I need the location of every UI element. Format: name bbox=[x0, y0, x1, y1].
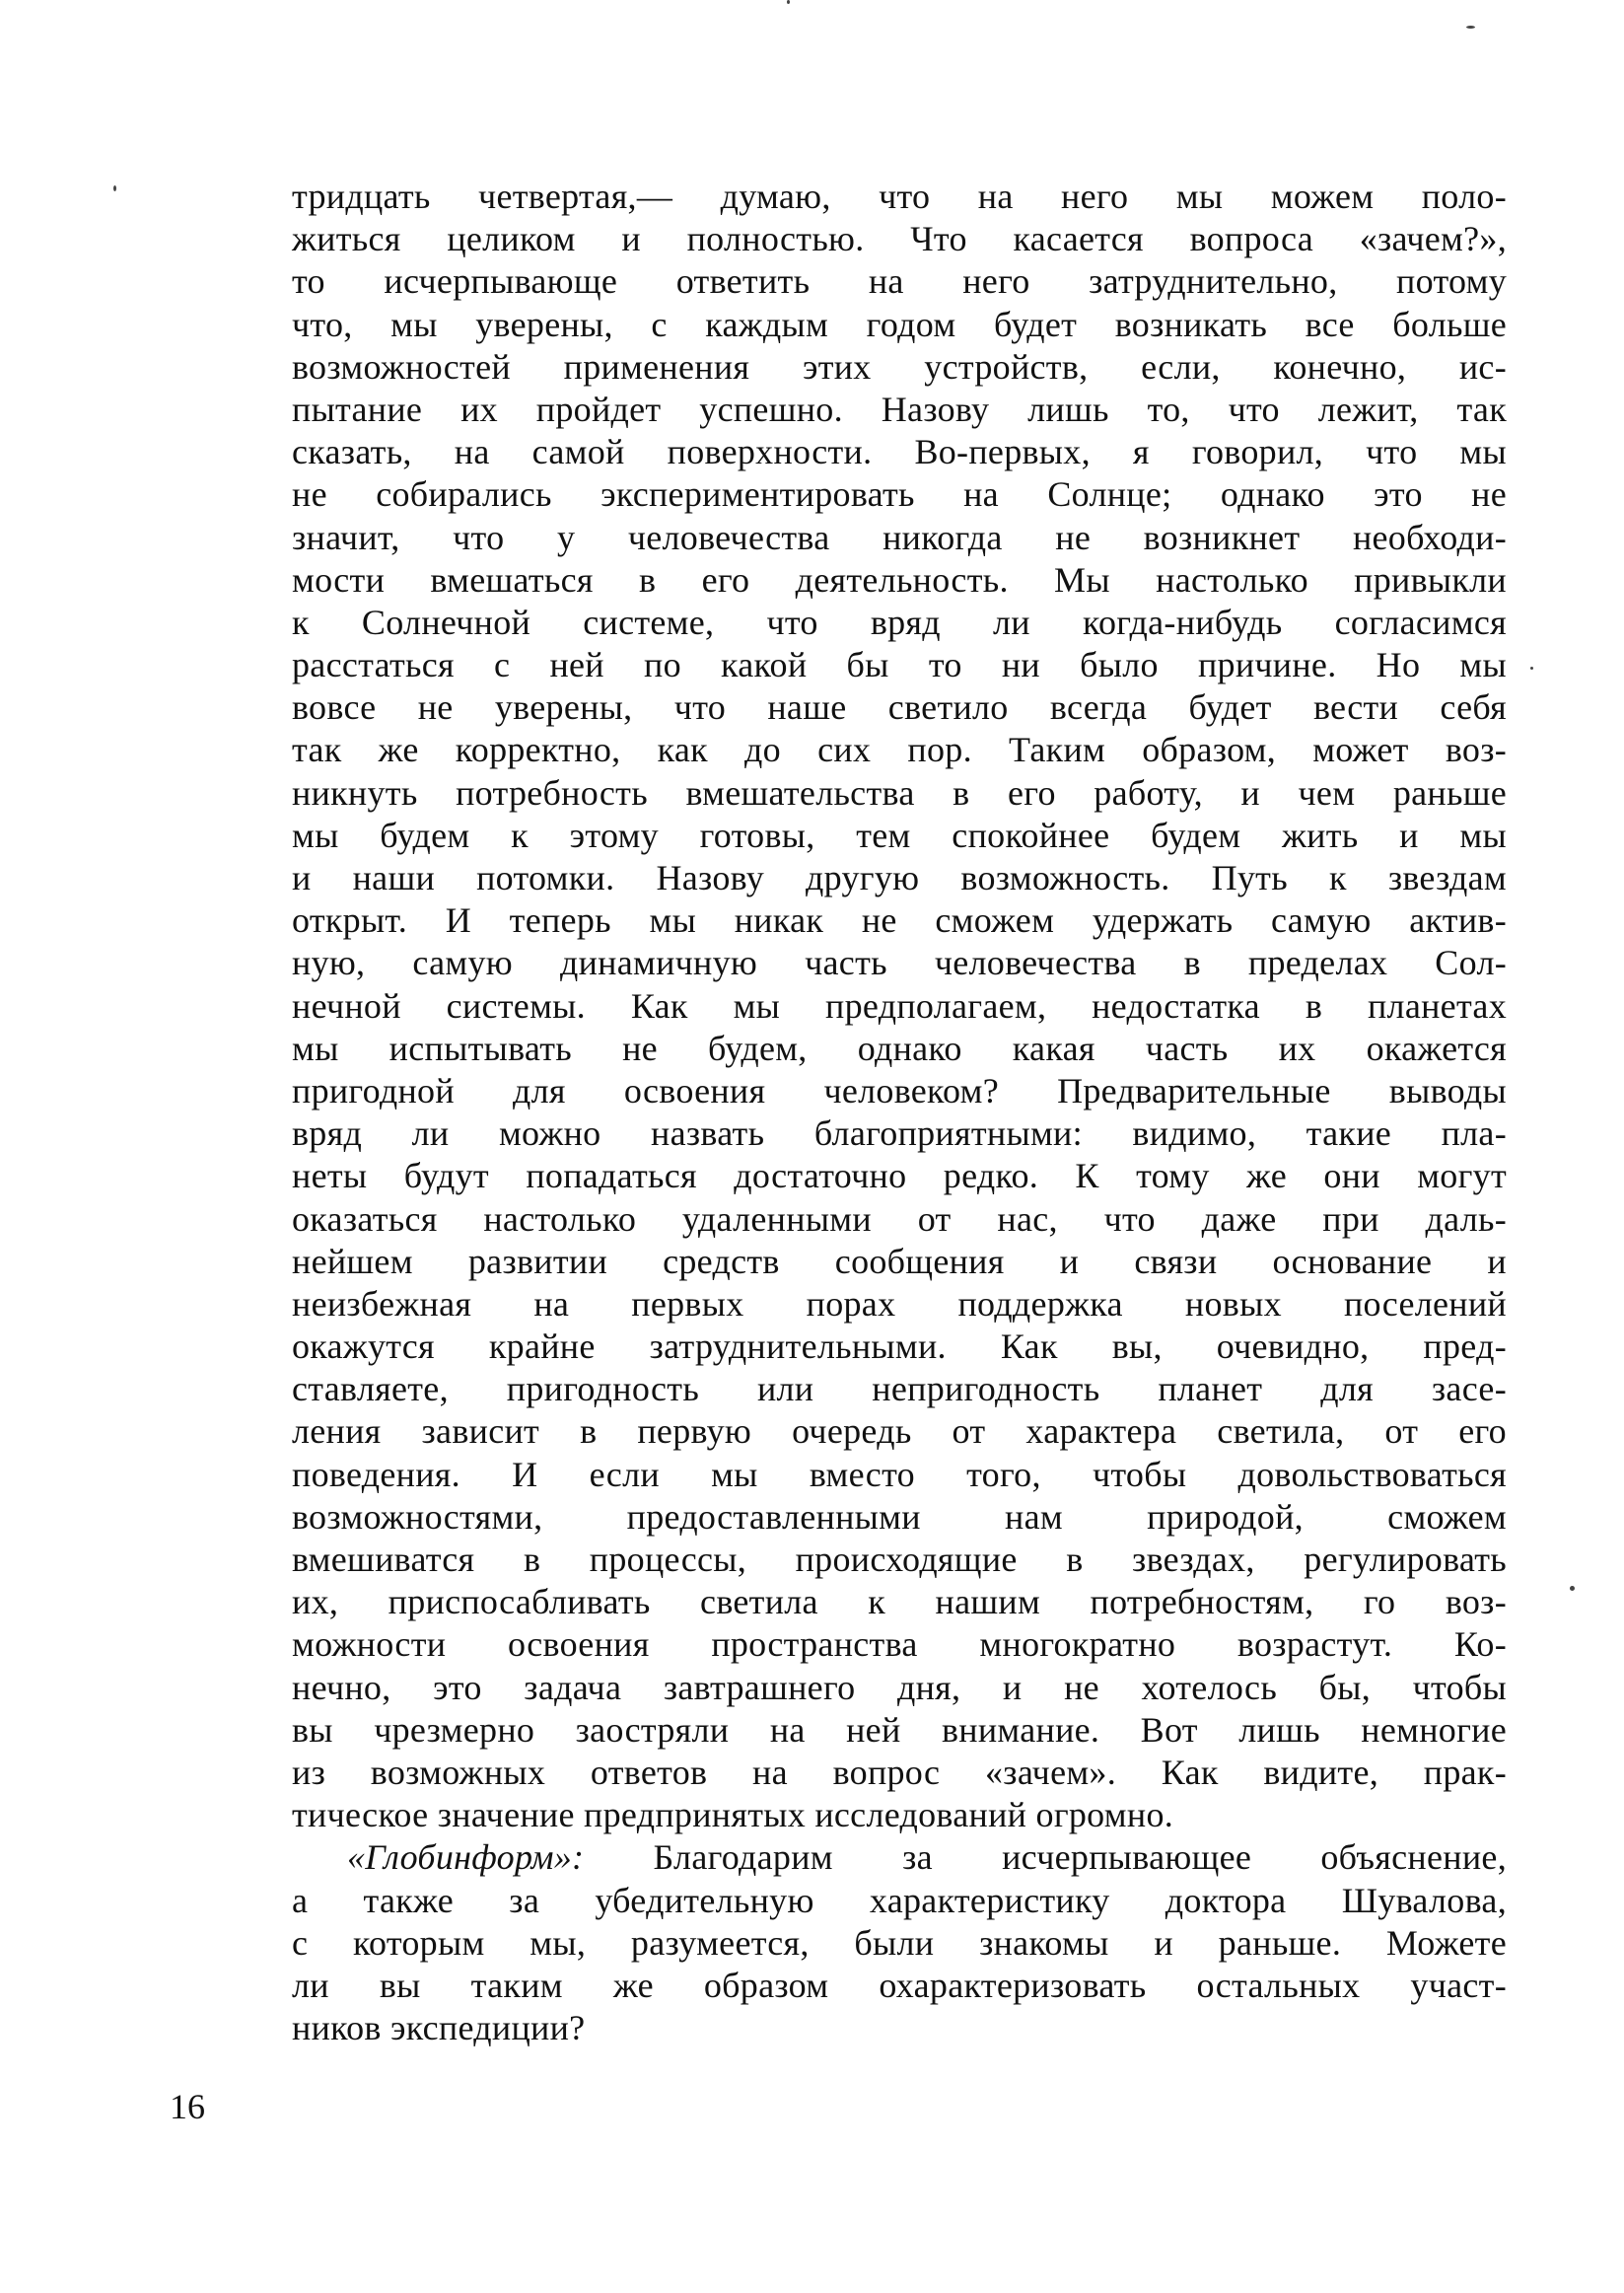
text-line: то исчерпывающе ответить на него затруднительно, потому bbox=[292, 261, 1507, 302]
text-line: их, приспосабливать светила к нашим потребностям, го воз- bbox=[292, 1582, 1507, 1622]
text-line: тридцать четвертая,— думаю, что на него мы можем поло- bbox=[292, 177, 1507, 216]
scan-speck bbox=[113, 185, 116, 191]
text-line: ников экспедиции? bbox=[292, 2008, 586, 2048]
text-line: расстаться с ней по какой бы то ни было причине. Но мы bbox=[292, 645, 1507, 685]
text-line: и наши потомки. Назову другую возможность. Путь к звездам bbox=[292, 858, 1507, 897]
text-line: мы испытывать не будем, однако какая часть их окажется bbox=[292, 1028, 1507, 1068]
text-line: нечной системы. Как мы предполагаем, недостатка в планетах bbox=[292, 985, 1507, 1026]
text-line: с которым мы, разумеется, были знакомы и раньше. Можете bbox=[292, 1922, 1507, 1963]
text-line: вряд ли можно назвать благоприятными: видимо, такие пла- bbox=[292, 1113, 1507, 1154]
text-line: никнуть потребность вмешательства в его работу, и чем раньше bbox=[292, 772, 1507, 813]
text-line: ления зависит в первую очередь от характера светила, от его bbox=[292, 1411, 1507, 1452]
text-line: возможностей применения этих устройств, если, конечно, ис- bbox=[292, 346, 1507, 387]
text-line: пригодной для освоения человеком? Предварительные выводы bbox=[292, 1070, 1507, 1111]
scan-speck bbox=[1530, 667, 1533, 670]
question-text: Благодарим за исчерпывающее объяснение, bbox=[584, 1837, 1507, 1878]
text-line: вовсе не уверены, что наше светило всегда будет вести себя bbox=[292, 687, 1507, 728]
text-line: можности освоения пространства многократно возрастут. Ко- bbox=[292, 1624, 1507, 1665]
text-line: из возможных ответов на вопрос «зачем». Как видите, прак- bbox=[292, 1752, 1507, 1792]
scan-speck bbox=[787, 0, 790, 4]
text-line: сказать, на самой поверхности. Во-первых, я говорил, что мы bbox=[292, 432, 1507, 472]
text-line: не собирались экспериментировать на Солнце; однако это не bbox=[292, 474, 1507, 515]
text-line: а также за убедительную характеристику доктора Шувалова, bbox=[292, 1880, 1507, 1920]
text-line: нейшем развитии средств сообщения и связи основание и bbox=[292, 1241, 1507, 1281]
text-line: неизбежная на первых порах поддержка новых поселений bbox=[292, 1283, 1507, 1324]
speaker-label: «Глобинформ»: bbox=[347, 1837, 585, 1878]
text-line: пытание их пройдет успешно. Назову лишь то, что лежит, так bbox=[292, 389, 1507, 429]
text-line: неты будут попадаться достаточно редко. К тому же они могут bbox=[292, 1156, 1507, 1196]
text-line: нечно, это задача завтрашнего дня, и не хотелось бы, чтобы bbox=[292, 1667, 1507, 1707]
text-line: к Солнечной системе, что вряд ли когда-нибудь согласимся bbox=[292, 602, 1507, 642]
paragraph-answer bbox=[292, 176, 1507, 1836]
text-line: мости вмешаться в его деятельность. Мы настолько привыкли bbox=[292, 559, 1507, 600]
text-line: поведения. И если мы вместо того, чтобы довольствоваться bbox=[292, 1454, 1507, 1494]
text-line: ли вы таким же образом охарактеризовать остальных участ- bbox=[292, 1965, 1507, 2005]
text-line: окажутся крайне затруднительными. Как вы, очевидно, пред- bbox=[292, 1326, 1507, 1367]
text-line: значит, что у человечества никогда не возникнет необходи- bbox=[292, 517, 1507, 557]
text-line bbox=[292, 1836, 1507, 1879]
paragraph-question bbox=[292, 1836, 1507, 2049]
text-line: мы будем к этому готовы, тем спокойнее будем жить и мы bbox=[292, 815, 1507, 855]
scan-speck bbox=[1466, 26, 1475, 29]
text-line: что, мы уверены, с каждым годом будет возникать все больше bbox=[292, 304, 1507, 344]
text-line: возможностями, предоставленными нам природой, сможем bbox=[292, 1496, 1507, 1537]
text-line: вы чрезмерно заостряли на ней внимание. Вот лишь немногие bbox=[292, 1709, 1507, 1750]
page-number: 16 bbox=[170, 2087, 205, 2126]
text-line: оказаться настолько удаленными от нас, что даже при даль- bbox=[292, 1198, 1507, 1239]
scan-speck bbox=[1570, 1586, 1575, 1591]
text-line: тическое значение предпринятых исследований огромно. bbox=[292, 1795, 1174, 1835]
text-line: житься целиком и полностью. Что касается вопроса «зачем?», bbox=[292, 219, 1507, 259]
text-line: так же корректно, как до сих пор. Таким образом, может воз- bbox=[292, 730, 1507, 770]
text-line: вмешиватся в процессы, происходящие в звездах, регулировать bbox=[292, 1540, 1507, 1579]
text-line: ставляете, пригодность или непригодность планет для засе- bbox=[292, 1369, 1507, 1409]
body-text bbox=[292, 176, 1507, 2049]
text-line: ную, самую динамичную часть человечества в пределах Сол- bbox=[292, 943, 1507, 983]
text-line: открыт. И теперь мы никак не сможем удержать самую актив- bbox=[292, 900, 1507, 941]
